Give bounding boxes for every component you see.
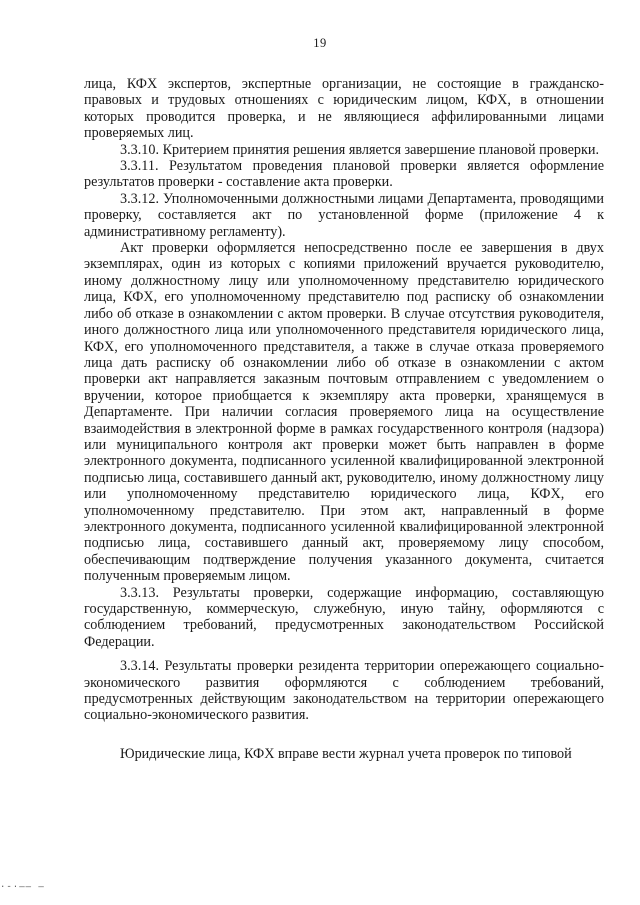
document-body	[84, 76, 604, 762]
paragraph-3-3-11: 3.3.11. Результатом проведения плановой проверки является оформление результатов проверки - составление акта проверки.	[84, 158, 604, 191]
paragraph-3-3-13: 3.3.13. Результаты проверки, содержащие информацию, составляющую государственную, коммерческую, служебную, иную тайну, оформляются с соблюдением требований, предусмотренных законодательством Российской Федерации.	[84, 584, 604, 650]
paragraph-3-3-10: 3.3.10. Критерием принятия решения является завершение плановой проверки.	[120, 141, 600, 158]
scan-marks: ·-·—— —	[0, 882, 45, 892]
paragraph-3-3-12: 3.3.12. Уполномоченными должностными лицами Департамента, проводящими проверку, составляется акт по установленной форме (приложение 4 к административному регламенту).	[84, 190, 604, 240]
page-number: 19	[313, 36, 327, 50]
paragraph-3-3-14: 3.3.14. Результаты проверки резидента территории опережающего социально-экономического развития оформляются с соблюдением требований, предусмотренных действующим законодательством на территории опережающего социально-экономического развития.	[84, 658, 604, 724]
paragraph-journal: Юридические лица, КФХ вправе вести журнал учета проверок по типовой	[120, 745, 572, 762]
paragraph-act-drafting: Акт проверки оформляется непосредственно после ее завершения в двух экземплярах, один из которых с копиями приложений вручается руководителю, иному должностному лицу или уполномоченному представителю юридического лица, КФХ, его уполномоченному представителю под расписку об ознакомлении либо об отказе в ознакомлении с актом проверки. В случае отсутствия руководителя, иного должностного лица или уполномоченного представителя юридического лица, КФХ, его уполномоченного представителя, а также в случае отказа проверяемого лица дать расписку об ознакомлении либо об отказе в ознакомлении с актом проверки акт направляется заказным почтовым отправлением с уведомлением о вручении, которое приобщается к экземпляру акта проверки, хранящемуся в Департаменте. При наличии согласия проверяемого лица на осуществление взаимодействия в электронной форме в рамках государственного контроля (надзора) или муниципального контроля акт проверки может быть направлен в форме электронного документа, подписанного усиленной квалифицированной электронной подписью лица, составившего данный акт, руководителю, иному должностному лицу или уполномоченному представителю юридического лица, КФХ, его уполномоченному представителю. При этом акт, направленный в форме электронного документа, подписанного усиленной квалифицированной электронной подписью лица, составившего данный акт, проверяемому лицу способом, обеспечивающим подтверждение получения указанного документа, считается полученным проверяемым лицом.	[84, 240, 604, 585]
paragraph-continuation: лица, КФХ экспертов, экспертные организации, не состоящие в гражданско-правовых и трудовых отношениях с юридическим лицом, КФХ, в отношении которых проводится проверка, и не являющиеся аффилированными лицами проверяемых лиц.	[84, 76, 604, 142]
